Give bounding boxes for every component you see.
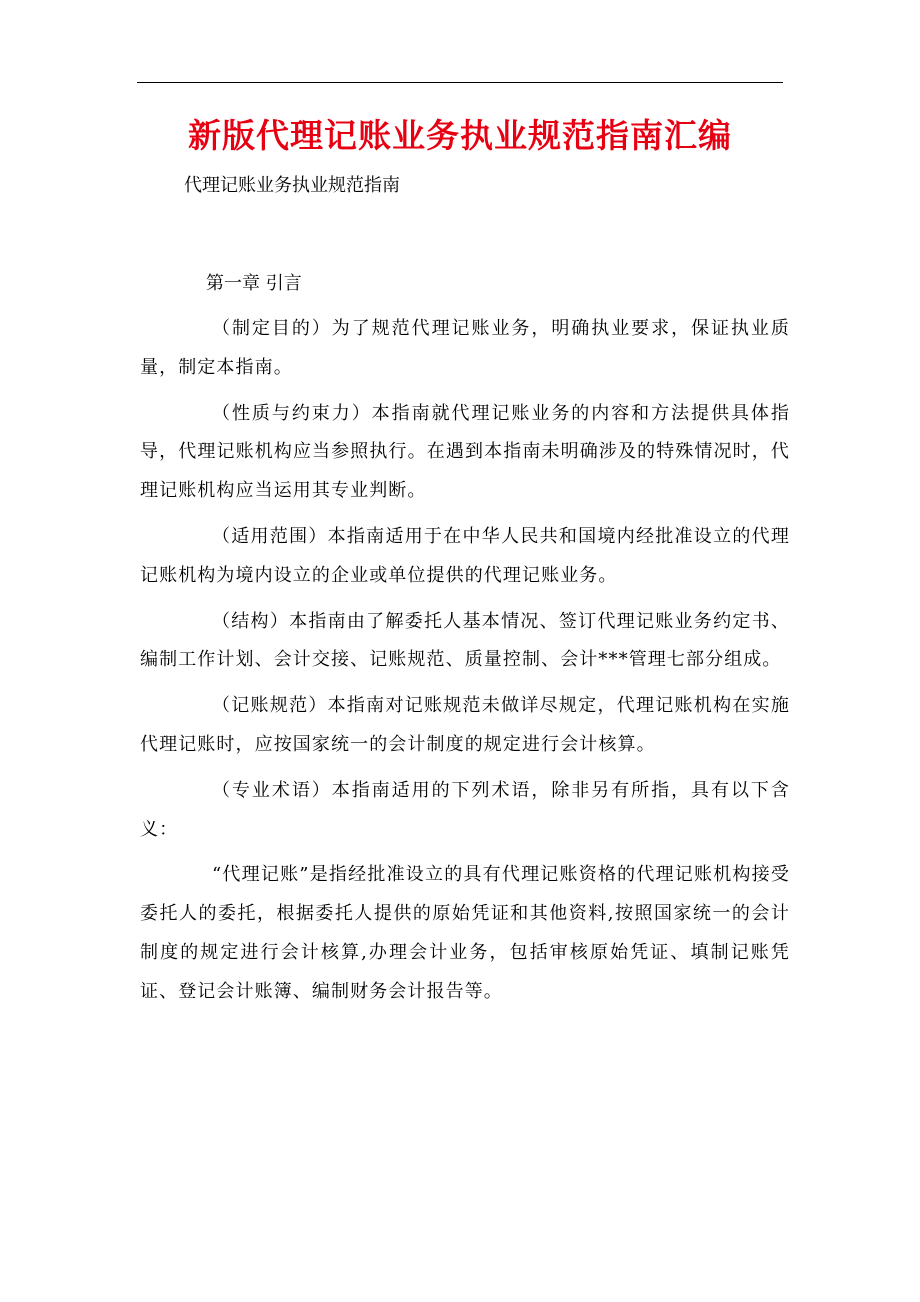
paragraph-definition: “代理记账”是指经批准设立的具有代理记账资格的代理记账机构接受委托人的委托，根据委托人提供的原始凭证和其他资料,按照国家统一的会计制度的规定进行会计核算,办理会计业务，包括审核原始凭证、填制记账凭证、登记会计账簿、编制财务会计报告等。 bbox=[140, 864, 790, 1002]
document-body bbox=[140, 265, 790, 1012]
paragraph-scope: （适用范围）本指南适用于在中华人民共和国境内经批准设立的代理记账机构为境内设立的企业或单位提供的代理记账业务。 bbox=[140, 525, 790, 586]
document-title: 新版代理记账业务执业规范指南汇编 bbox=[188, 116, 732, 155]
paragraph-terminology: （专业术语）本指南适用的下列术语，除非另有所指，具有以下含义： bbox=[140, 779, 790, 840]
header-rule bbox=[137, 82, 783, 83]
document-subtitle: 代理记账业务执业规范指南 bbox=[184, 175, 400, 196]
paragraph-purpose: （制定目的）为了规范代理记账业务，明确执业要求，保证执业质量，制定本指南。 bbox=[140, 318, 790, 378]
paragraph-structure: （结构）本指南由了解委托人基本情况、签订代理记账业务约定书、编制工作计划、会计交接、记账规范、质量控制、会计***管理七部分组成。 bbox=[140, 610, 790, 671]
chapter-heading: 第一章 引言 bbox=[206, 273, 302, 294]
paragraph-nature: （性质与约束力）本指南就代理记账业务的内容和方法提供具体指导，代理记账机构应当参照执行。在遇到本指南未明确涉及的特殊情况时，代理记账机构应当运用其专业判断。 bbox=[140, 402, 790, 502]
paragraph-bookkeeping-rules: （记账规范）本指南对记账规范未做详尽规定，代理记账机构在实施代理记账时，应按国家统一的会计制度的规定进行会计核算。 bbox=[140, 695, 790, 755]
